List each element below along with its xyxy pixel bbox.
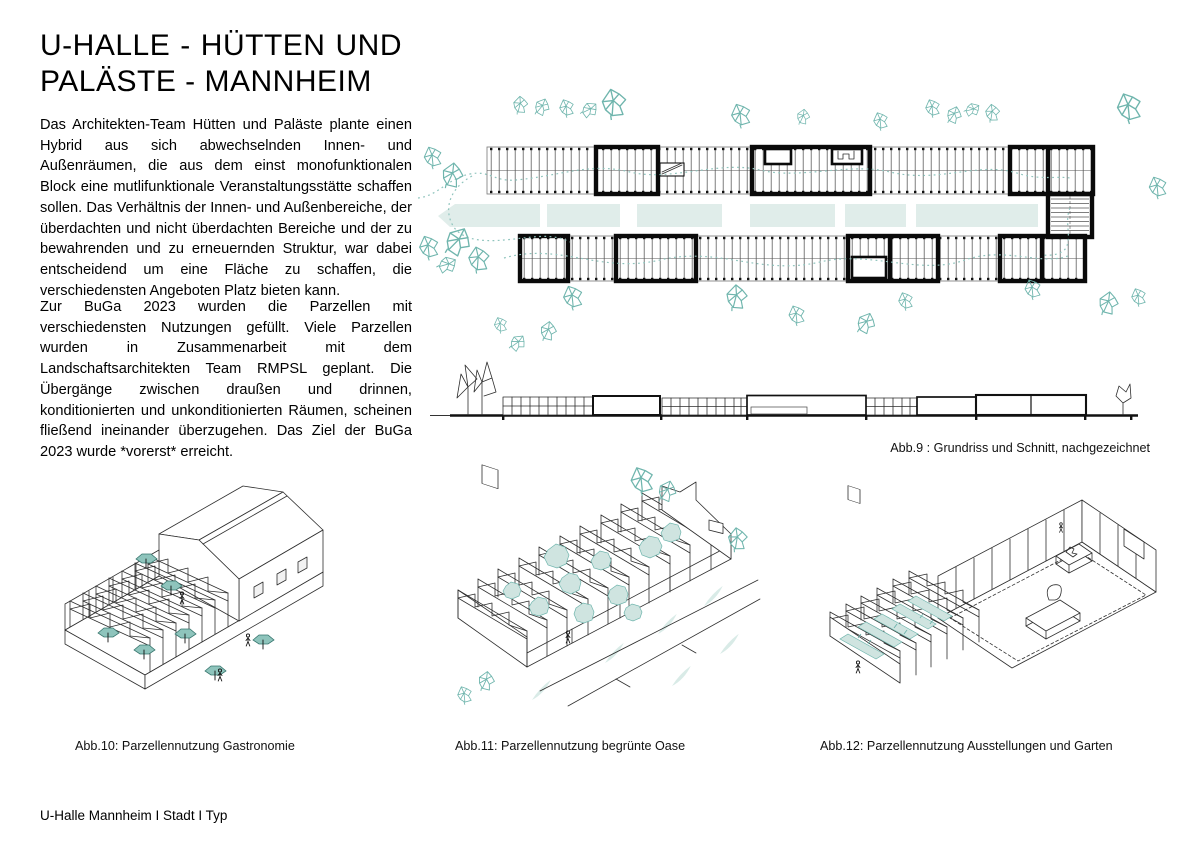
figure9-caption: Abb.9 : Grundriss und Schnitt, nachgezeichnet [890,441,1150,455]
page-title-line1: U-HALLE - HÜTTEN UND [40,29,402,62]
plan-stair-block [1048,194,1092,237]
figure12-caption: Abb.12: Parzellennutzung Ausstellungen und Garten [820,739,1113,753]
axon-ausstellung-drawing [808,468,1160,710]
footer-project-label: U-Halle Mannheim I Stadt I Typ [40,808,228,823]
axon-oase-drawing [420,458,760,710]
paragraph-concept: Das Architekten-Team Hütten und Paläste plante einen Hybrid aus sich abwechselnden Innen- und Außenräumen, die aus dem einst monofunktionalen Block eine mutlifunktionale Veranstaltungsstätte schaffen sollen. Das Verhältnis der Innen- und Außenbereiche, der überdachten und nicht überdachten Bereiche und der zu bewahrenden und zu erneuernden Struktur, war dabei entscheidend um eine Fläche zu schaffen, die verschiedensten Angeboten Platz bieten kann. [40,117,412,299]
courtyard-bands [438,204,1038,227]
page-title-line2: PALÄSTE - MANNHEIM [40,65,372,98]
page-title [40,28,402,100]
plan-bottom-wing [520,236,1085,281]
figure10-caption: Abb.10: Parzellennutzung Gastronomie [75,739,295,753]
axon-gastronomie-drawing [40,478,400,713]
exhibition-room [938,500,1156,668]
paragraph-buga: Zur BuGa 2023 wurden die Parzellen mit verschiedensten Nutzungen gefüllt. Viele Parzellen wurden in Zusammenarbeit mit dem Landschaftsarchitekten Team RMPSL geplant. Die Übergänge zwischen draußen und drinnen, konditionierten und unkonditionierten Räumen, scheinen fließend ineinander überzugehen. Das Ziel der BuGa 2023 wurde *vorerst* erreicht. [40,299,412,460]
figure11-caption: Abb.11: Parzellennutzung begrünte Oase [455,739,686,753]
floor-plan-drawing [420,90,1160,350]
section-drawing [430,358,1150,430]
